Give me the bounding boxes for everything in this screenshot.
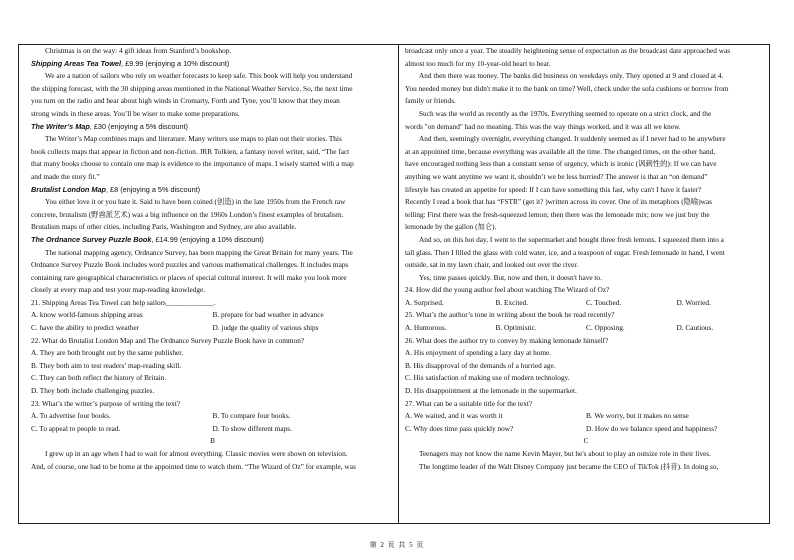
passage-b-line: lemonade by the gallon (加仑).: [405, 222, 497, 232]
q26-stem: 26. What does the author try to convey by making lemonade himself?: [405, 335, 609, 345]
book1-text-line: We are a nation of sailors who rely on weather forecasts to keep safe. This book will help you understand: [45, 71, 353, 81]
q25-option-d: D. Cautious.: [676, 323, 714, 333]
q26-option-b: B. His disapproval of the demands of a hurried age.: [405, 360, 556, 370]
q27-option-d: D. How do we balance speed and happiness?: [586, 423, 718, 433]
book2-heading: [31, 121, 394, 134]
passage-b-line: I grew up in an age when I had to wait for almost everything. Classic movies were shown on television.: [45, 449, 348, 458]
q21-stem: 21. Shipping Areas Tea Towel can help sailors_____________.: [31, 297, 216, 307]
section-b-heading: B: [210, 436, 215, 446]
book2-price: , £30 (enjoying a 5% discount): [89, 121, 188, 131]
q24-options-row: [405, 297, 767, 310]
passage-b-line: almost too much for my 10-year-old heart to bear.: [405, 58, 551, 68]
passage-b-line: tall glass. Then I filled the glass with cold water, ice, and a teaspoon of sugar. Fresh lemonade in hand, I went: [405, 247, 725, 257]
book4-heading: [31, 234, 394, 247]
q21-options-row: [31, 309, 394, 322]
passage-b-line: family or friends.: [405, 96, 456, 106]
book2-text-line: book collects maps that appear in fiction and non-fiction. JRR Tolkien, a fantasy novel writer, said, “The fact: [31, 146, 350, 156]
q24-option-c: C. Touched.: [586, 297, 622, 307]
book1-text-line: you turn on the radio and hear about high winds in Cromarty, Forth and Tyne, you’ll know that they mean: [31, 96, 340, 106]
q24-stem: 24. How did the young author feel about watching The Wizard of Oz?: [405, 285, 610, 295]
passage-b-line: broadcast only once a year. The steadily heightening sense of expectation as the broadcast date approached was: [405, 46, 731, 55]
passage-a-intro: Christmas is on the way: 4 gift ideas from Stanford’s bookshop.: [45, 46, 232, 55]
passage-b-line: And then there was money. The banks did business on weekdays only. They opened at 9 and closed at 4.: [419, 71, 724, 81]
q24-option-d: D. Worried.: [676, 297, 711, 307]
q26-option-c: C. His satisfaction of making use of modern technology.: [405, 373, 570, 383]
q22-option-c: C. They can both reflect the history of Britain.: [31, 373, 167, 383]
book4-text-line: containing rare geographical characteristics or places of special cultural interest. It will make you look more: [31, 272, 347, 282]
book3-text-line: You either love it or you hate it. Said to have been coined (创造) in the late 1950s from the French raw: [45, 197, 346, 207]
q25-options-row: [405, 322, 767, 335]
passage-b-line: outside, sat in my lawn chair, and looked out over the river.: [405, 260, 579, 270]
q21-option-d: D. judge the quality of various ships: [212, 323, 319, 333]
q27-options-row: [405, 410, 767, 423]
q27-option-a: A. We waited, and it was worth it: [405, 411, 503, 421]
book3-title: Brutalist London Map: [31, 184, 106, 194]
book2-title: The Writer’s Map: [31, 121, 90, 131]
passage-b-line: And, of course, one had to be home at the appointed time to watch them. “The Wizard of Oz” for example, was: [31, 461, 356, 471]
passage-b-line: words "on demand" had no meaning. This was the way things worked, and it was all we knew.: [405, 121, 681, 131]
q25-option-b: B. Optimistic.: [495, 323, 537, 333]
section-c-heading: C: [583, 436, 589, 446]
q25-option-c: C. Opposing.: [586, 323, 625, 333]
book4-text-line: Ordnance Survey Puzzle Book includes word puzzles and various mathematical challenges. It includes maps: [31, 260, 349, 270]
passage-b-line: Recently I read a book that has “FSTR” (get it? )written across its cover. One of its metaphors (隐喻)was: [405, 197, 712, 207]
q26-option-d: D. His disappointment at the lemonade in the supermarket.: [405, 386, 577, 396]
q22-stem: 22. What do Brutalist London Map and The Ordnance Survey Puzzle Book have in common?: [31, 335, 305, 345]
passage-b-line: Such was the world as recently as the 1970s. Everything seemed to operate on a strict clock, and the: [419, 108, 712, 118]
passage-b-line: have encouraged nothing less than a constant sense of urgency, which is ironic (讽刺性的): If we can have: [405, 159, 717, 169]
book4-text-line: The national mapping agency, Ordnance Survey, has been mapping the Great Britain for many years. The: [45, 247, 353, 257]
q24-option-a: A. Surprised.: [405, 297, 444, 307]
q23-option-b: B. To compare four books.: [212, 411, 291, 421]
q23-options-row: [31, 410, 394, 423]
passage-b-line: And so, on this hot day, I went to the supermarket and bought three fresh lemons. I squeezed them into a: [419, 234, 724, 244]
q25-stem: 25. What’s the author’s tone in writing about the book he read recently?: [405, 310, 615, 320]
book4-title: The Ordnance Survey Puzzle Book: [31, 234, 152, 244]
passage-b-line: at an appointed time, because everything was available all the time. The changed times, on the other hand,: [405, 146, 716, 156]
left-column: [31, 45, 394, 473]
book3-text-line: Brutalism maps of other cities, including Paris, Washington and Sydney, are also available.: [31, 222, 297, 232]
book3-heading: [31, 184, 394, 197]
passage-b-line: anything we want anytime we want it, shouldn’t we be less hurried? The answer is that an “on demand”: [405, 171, 708, 181]
q23-option-d: D. To show different maps.: [212, 423, 292, 433]
q21-option-b: B. prepare for bad weather in advance: [212, 310, 324, 320]
book1-text-line: strong winds in these areas. You’ll be wiser to make some preparations.: [31, 108, 240, 118]
q27-option-c: C. Why does time pass quickly now?: [405, 423, 514, 433]
passage-c-line: Teenagers may not know the name Kevin Mayer, but he's about to play an outsize role in their lives.: [419, 449, 711, 458]
q25-option-a: A. Humorous.: [405, 323, 447, 333]
book1-title: Shipping Areas Tea Towel: [31, 58, 122, 68]
q22-option-d: D. They both include challenging puzzles.: [31, 386, 155, 396]
book2-text-line: that many books choose to contain one map is evidence to the importance of maps. I wisely started with a map: [31, 159, 354, 169]
q22-option-a: A. They are both brought out by the same publisher.: [31, 348, 184, 358]
book1-heading: [31, 58, 394, 71]
q23-options-row: [31, 423, 394, 436]
book4-price: , £14.99 (enjoying a 10% discount): [151, 234, 264, 244]
column-divider: [398, 44, 399, 524]
q23-option-a: A. To advertise four books.: [31, 411, 111, 421]
book3-text-line: concrete, brutalism (野兽派艺术) was a big influence on the 1960s London’s finest examples of brutalism.: [31, 209, 344, 219]
book3-price: , £8 (enjoying a 5% discount): [106, 184, 201, 194]
q21-option-a: A. know world-famous shipping areas: [31, 310, 143, 320]
q23-stem: 23. What’s the writer’s purpose of writing the text?: [31, 398, 181, 408]
book1-price: , £9.99 (enjoying a 10% discount): [121, 58, 230, 68]
book2-text-line: and made the story fit.”: [31, 171, 100, 181]
q21-options-row: [31, 322, 394, 335]
q23-option-c: C. To appeal to people to read.: [31, 423, 121, 433]
book2-text-line: The Writer’s Map combines maps and literature. Many writers use maps to plan out their stories. This: [45, 134, 342, 144]
passage-b-line: And then, seemingly overnight, everything changed. It suddenly seemed as if I never had to be anywhere: [419, 134, 726, 144]
passage-c-line: The longtime leader of the Walt Disney Company just became the CEO of TikTok (抖音). In doing so,: [419, 461, 719, 471]
q22-option-b: B. They both aim to test readers’ map-reading skill.: [31, 360, 182, 370]
book4-text-line: closely at every map and test your map-reading knowledge.: [31, 285, 206, 295]
q27-options-row: [405, 423, 767, 436]
passage-b-line: lifestyle has created an appetite for speed: If I can have something this fast, why can't I have it faster?: [405, 184, 702, 194]
passage-b-line: You needed money but didn't make it to the bank on time? Well, check under the sofa cushions or borrow from: [405, 83, 729, 93]
book1-text-line: the shipping forecast, with the 30 shipping areas mentioned in the National Weather Service. So, the next time: [31, 83, 353, 93]
q27-stem: 27. What can be a suitable title for the text?: [405, 398, 533, 408]
right-column: [405, 45, 767, 473]
passage-b-line: telling: First there was the fresh-squeezed lemon; then there was the lemonade mix; now we just buy the: [405, 209, 710, 219]
q27-option-b: B. We worry, but it makes no sense: [586, 411, 689, 421]
page-number-footer: 第 2 页 共 5 页: [369, 541, 425, 549]
q26-option-a: A. His enjoyment of spending a lazy day at home.: [405, 348, 552, 358]
passage-b-line: Yes, time passes quickly. But, now and then, it doesn't have to.: [419, 272, 602, 282]
q24-option-b: B. Excited.: [495, 297, 529, 307]
q21-option-c: C. have the ability to predict weather: [31, 323, 139, 333]
